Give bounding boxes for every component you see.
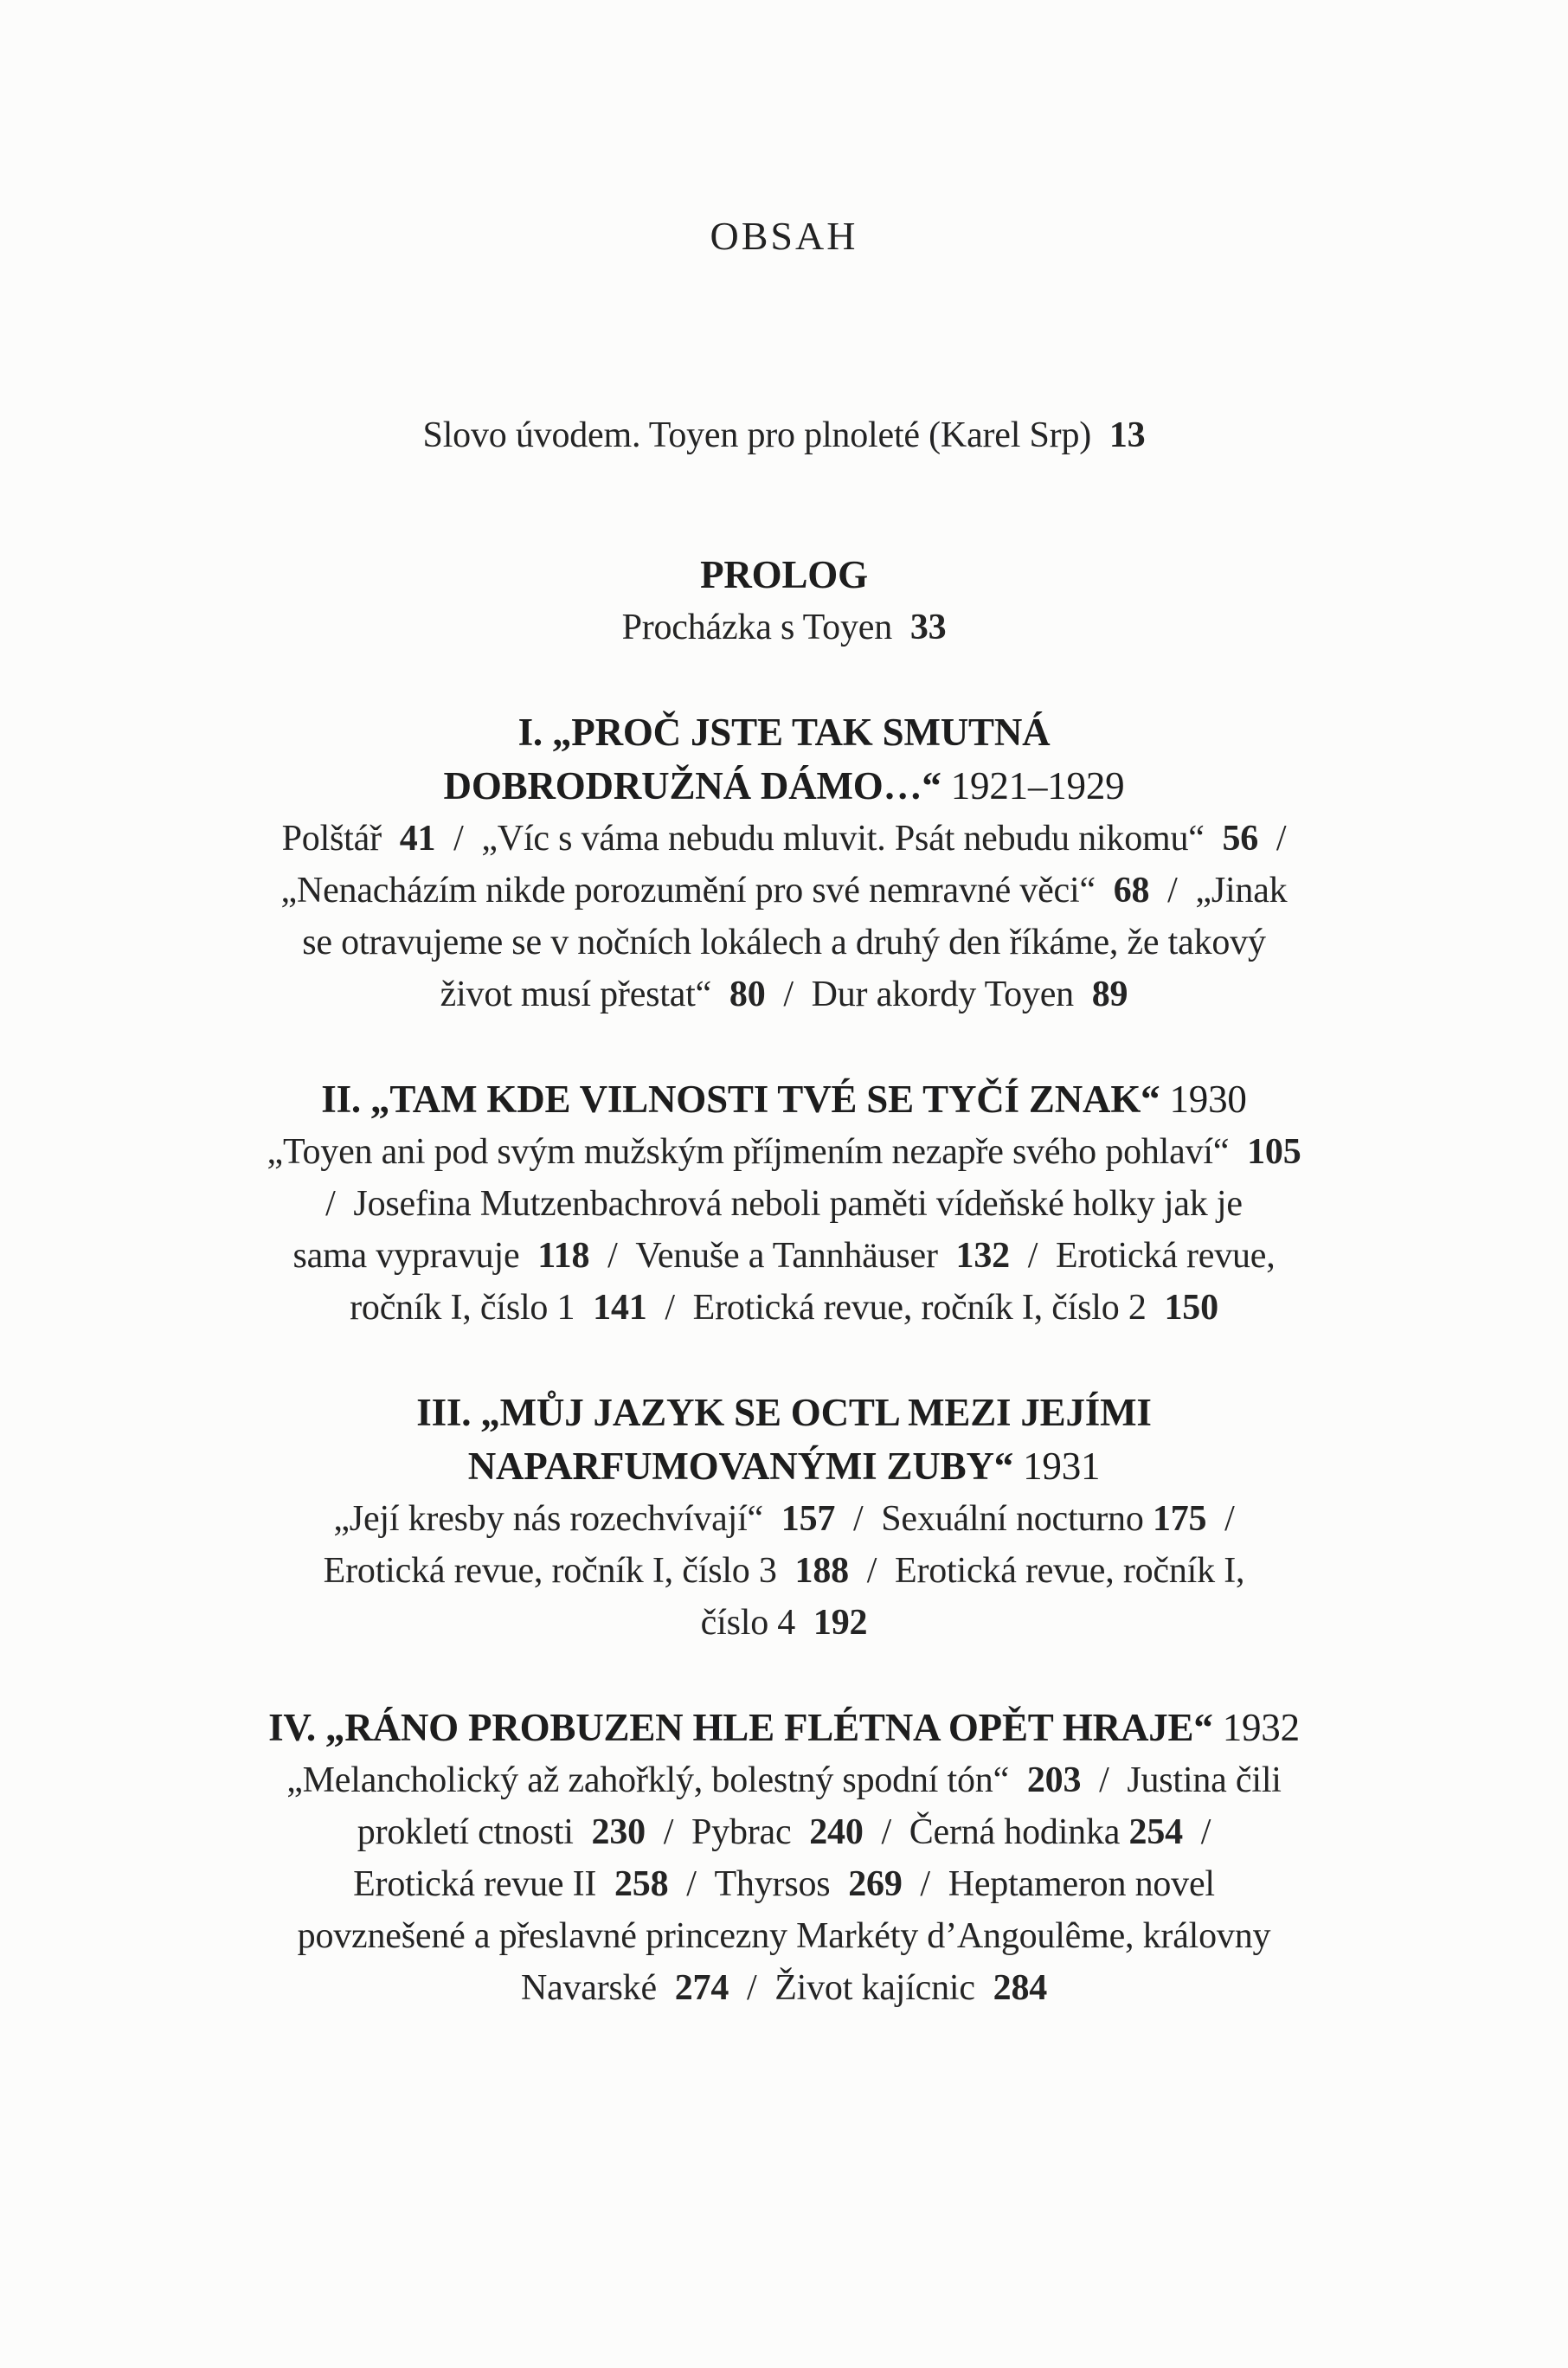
- entry-text: /: [1206, 1499, 1235, 1539]
- entry-text: / Thyrsos: [668, 1864, 849, 1904]
- entry-text: Navarské: [520, 1968, 675, 2008]
- toc-entry-line: [0, 1282, 1568, 1334]
- page-number: 284: [993, 1968, 1048, 2008]
- entry-text: „Její kresby nás rozechvívají“: [333, 1499, 781, 1539]
- section-heading-line: [0, 705, 1568, 759]
- section-2: [0, 1072, 1568, 1334]
- entry-text: 1931: [1013, 1445, 1101, 1488]
- entry-text: / „Víc s váma nebudu mluvit. Psát nebudu nikomu“: [435, 819, 1223, 859]
- page-number: 274: [674, 1968, 729, 2008]
- entry-text: / „Jinak: [1149, 871, 1288, 911]
- toc-entry-line: [0, 917, 1568, 968]
- entry-text: 1930: [1160, 1078, 1247, 1121]
- page-number: 105: [1247, 1132, 1301, 1172]
- toc-entry-line: [0, 813, 1568, 865]
- entry-text: Erotická revue II: [353, 1864, 614, 1904]
- toc-entry-line: [0, 602, 1568, 653]
- section-heading-line: [0, 1439, 1568, 1493]
- entry-text: Procházka s Toyen: [621, 608, 910, 647]
- page-number: 150: [1164, 1288, 1218, 1328]
- page-number: 89: [1091, 975, 1128, 1014]
- entry-text: / Erotická revue, ročník I,: [848, 1551, 1245, 1591]
- section-prolog: [0, 548, 1568, 653]
- toc-entry-line: [0, 1962, 1568, 2014]
- entry-text: / Pybrac: [645, 1812, 810, 1852]
- page-title: OBSAH: [710, 214, 858, 258]
- toc-entry-line: [0, 1493, 1568, 1545]
- entry-text: „Nenacházím nikde porozumění pro své nemravné věci“: [280, 871, 1114, 911]
- entry-text: III. „MŮJ JAZYK SE OCTL MEZI JEJÍMI: [416, 1391, 1152, 1434]
- page-number: 192: [813, 1603, 868, 1643]
- entry-text: DOBRODRUŽNÁ DÁMO…“: [443, 764, 941, 808]
- entry-text: „Melancholický až zahořklý, bolestný spodní tón“: [286, 1760, 1027, 1800]
- toc-entry-line: [0, 1754, 1568, 1806]
- entry-text: „Toyen ani pod svým mužským příjmením nezapře svého pohlaví“: [267, 1132, 1248, 1172]
- entry-text: I. „PROČ JSTE TAK SMUTNÁ: [517, 711, 1051, 754]
- entry-text: IV. „RÁNO PROBUZEN HLE FLÉTNA OPĚT HRAJE“: [268, 1706, 1213, 1749]
- entry-text: /: [1182, 1812, 1211, 1852]
- toc-entry-line: [0, 865, 1568, 917]
- page-number: 258: [614, 1864, 669, 1904]
- page-number: 13: [1109, 415, 1146, 455]
- entry-text: sama vypravuje: [292, 1236, 538, 1276]
- entry-text: prokletí ctnosti: [357, 1812, 592, 1852]
- section-heading-line: [0, 1072, 1568, 1126]
- entry-text: povznešené a přeslavné princezny Markéty d’Angoulême, královny: [297, 1916, 1271, 1956]
- toc-entry-line: [0, 1858, 1568, 1910]
- page-number: 230: [591, 1812, 646, 1852]
- entry-text: / Černá hodinka: [863, 1812, 1129, 1852]
- entry-text: / Erotická revue, ročník I, číslo 2: [646, 1288, 1165, 1328]
- section-heading-line: [0, 1386, 1568, 1439]
- section-heading-line: [0, 759, 1568, 813]
- entry-text: / Josefina Mutzenbachrová neboli paměti vídeňské holky jak je: [325, 1184, 1243, 1224]
- toc-intro-entry: [0, 409, 1568, 461]
- page-number: 269: [848, 1864, 903, 1904]
- entry-text: číslo 4: [700, 1603, 813, 1643]
- section-3: [0, 1386, 1568, 1649]
- entry-text: / Justina čili: [1081, 1760, 1282, 1800]
- page-number: 80: [729, 975, 766, 1014]
- entry-text: NAPARFUMOVANÝMI ZUBY“: [467, 1445, 1014, 1488]
- entry-text: PROLOG: [700, 553, 868, 596]
- entry-text: /: [1258, 819, 1287, 859]
- page-number: 157: [781, 1499, 836, 1539]
- page-number: 33: [909, 608, 947, 647]
- page-number: 188: [794, 1551, 849, 1591]
- entry-text: 1932: [1212, 1706, 1300, 1749]
- page-number: 254: [1128, 1812, 1183, 1852]
- page-number: 203: [1026, 1760, 1082, 1800]
- page-number: 41: [399, 819, 436, 859]
- toc-entry-line: [0, 1806, 1568, 1858]
- page-number: 175: [1152, 1499, 1207, 1539]
- entry-text: život musí přestat“: [440, 975, 729, 1014]
- page-number: 240: [809, 1812, 864, 1852]
- entry-text: ročník I, číslo 1: [350, 1288, 594, 1328]
- section-heading-line: [0, 548, 1568, 602]
- entry-text: / Život kajícnic: [729, 1968, 993, 2008]
- entry-text: / Sexuální nocturno: [835, 1499, 1153, 1539]
- entry-text: Erotická revue, ročník I, číslo 3: [323, 1551, 795, 1591]
- page-number: 132: [955, 1236, 1010, 1276]
- toc-entry-line: [0, 1910, 1568, 1962]
- section-heading-line: [0, 1701, 1568, 1754]
- page-number: 118: [537, 1236, 590, 1276]
- toc-entry-line: [0, 968, 1568, 1020]
- section-4: [0, 1701, 1568, 2014]
- toc-entry-line: [0, 1230, 1568, 1282]
- entry-text: / Venuše a Tannhäuser: [589, 1236, 956, 1276]
- entry-text: se otravujeme se v nočních lokálech a druhý den říkáme, že takový: [302, 923, 1266, 962]
- toc-entry-line: [0, 1545, 1568, 1597]
- entry-text: / Erotická revue,: [1009, 1236, 1276, 1276]
- entry-text: / Dur akordy Toyen: [765, 975, 1092, 1014]
- page-number: 56: [1222, 819, 1259, 859]
- entry-text: II. „TAM KDE VILNOSTI TVÉ SE TYČÍ ZNAK“: [321, 1078, 1160, 1121]
- toc-entry-line: [0, 1126, 1568, 1178]
- toc-entry-line: [0, 1597, 1568, 1649]
- entry-text: Slovo úvodem. Toyen pro plnoleté (Karel Srp): [422, 415, 1109, 455]
- entry-text: Polštář: [281, 819, 400, 859]
- entry-text: 1921–1929: [941, 764, 1125, 808]
- entry-text: / Heptameron novel: [902, 1864, 1215, 1904]
- section-1: [0, 705, 1568, 1020]
- page-number: 68: [1113, 871, 1150, 911]
- page-number: 141: [593, 1288, 647, 1328]
- toc-entry-line: [0, 1178, 1568, 1230]
